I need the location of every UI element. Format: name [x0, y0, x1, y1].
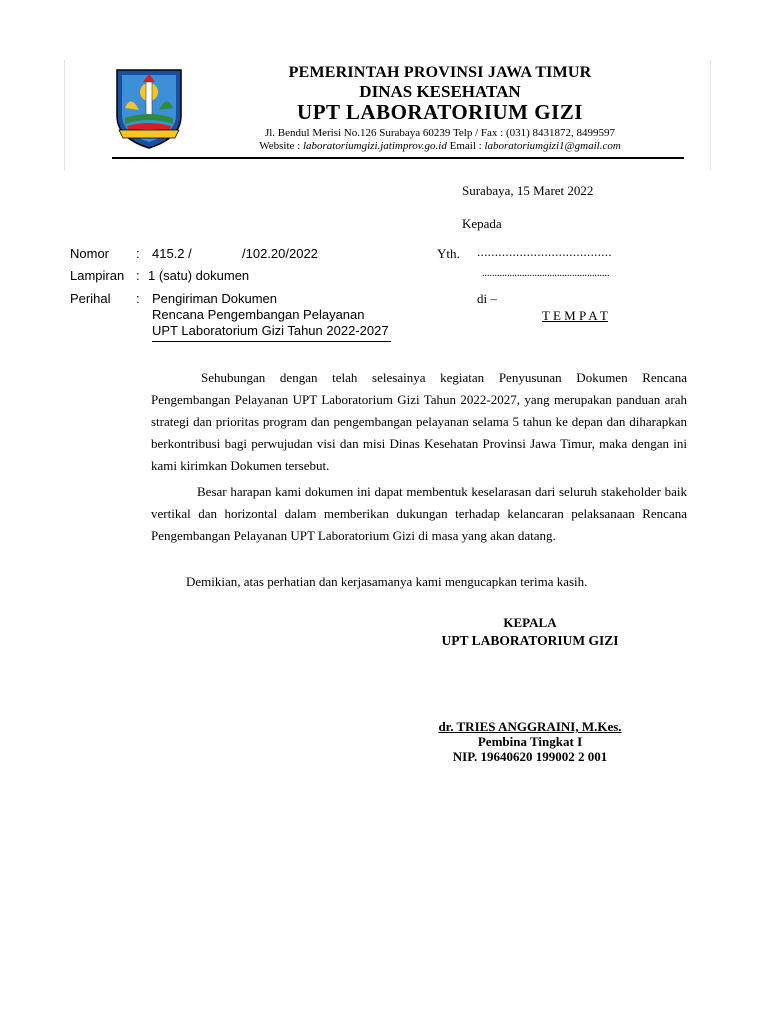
letterhead-address: Jl. Bendul Merisi No.126 Surabaya 60239 Telp / Fax : (031) 8431872, 8499597 — [264, 127, 616, 139]
perihal-label: Perihal — [70, 291, 111, 306]
yth-dots-1: ...................................... — [477, 244, 612, 259]
place-date: Surabaya, 15 Maret 2022 — [462, 183, 594, 198]
yth-label: Yth. — [437, 246, 460, 261]
body-paragraph-2: Besar harapan kami dokumen ini dapat membentuk keselarasan dari seluruh stakeholder baik vertikal dan horizontal dalam memberikan dukungan terhadap kelancaran pelaksanaan Rencana Pengembangan Pelayanan UPT Laboratorium Gizi di masa yang akan datang. — [151, 484, 687, 543]
signatory-nip: NIP. 19640620 199002 2 001 — [452, 749, 608, 764]
perihal-line-3: UPT Laboratorium Gizi Tahun 2022-2027 — [152, 323, 391, 342]
perihal-line-2: Rencana Pengembangan Pelayanan — [152, 307, 365, 322]
lampiran-colon: : — [136, 268, 140, 283]
signatory-rank: Pembina Tingkat I — [477, 734, 583, 749]
yth-dots-2: ................................................... — [482, 268, 610, 279]
body-paragraph-1: Sehubungan dengan telah selesainya kegiatan Penyusunan Dokumen Rencana Pengembangan Pelayanan UPT Laboratorium Gizi Tahun 2022-2027, yang merupakan panduan arah strategi dan prioritas program dan pengembangan pelayanan selama 5 tahun ke depan dan diharapkan berkontribusi bagi perwujudan visi dan misi Dinas Kesehatan Provinsi Jawa Timur, maka dengan ini kami kirimkan Dokumen tersebut. — [151, 370, 687, 473]
nomor-value-b: /102.20/2022 — [242, 246, 318, 261]
signatory-name: dr. TRIES ANGGRAINI, M.Kes. — [438, 719, 622, 734]
website-link[interactable]: laboratoriumgizi.jatimprov.go.id — [302, 140, 447, 152]
letterhead-agency: DINAS KESEHATAN — [359, 82, 521, 101]
email-link[interactable]: laboratoriumgizi1@gmail.com — [484, 140, 621, 152]
tempat: T E M P A T — [542, 308, 608, 323]
email-label: Email : — [446, 140, 485, 152]
page-edge — [710, 60, 711, 170]
nomor-label: Nomor — [70, 246, 110, 261]
kepada-label: Kepada — [462, 216, 502, 231]
nomor-colon: : — [136, 246, 140, 261]
perihal-colon: : — [136, 291, 140, 306]
website-label: Website : — [259, 140, 303, 152]
letterhead — [200, 64, 680, 153]
east-java-coat-of-arms-icon — [113, 64, 185, 150]
di-label: di – — [477, 291, 497, 306]
signature-title-2: UPT LABORATORIUM GIZI — [441, 633, 619, 648]
lampiran-label: Lampiran — [70, 268, 125, 283]
perihal-line-1: Pengiriman Dokumen — [152, 291, 278, 306]
letterhead-contact — [200, 140, 680, 153]
letterhead-unit: UPT LABORATORIUM GIZI — [297, 100, 583, 124]
lampiran-value: 1 (satu) dokumen — [148, 268, 250, 283]
body-paragraph-3: Demikian, atas perhatian dan kerjasamanya kami mengucapkan terima kasih. — [186, 574, 588, 589]
signature-title-1: KEPALA — [503, 615, 557, 630]
nomor-value-a: 415.2 / — [152, 246, 192, 261]
letterhead-government: PEMERINTAH PROVINSI JAWA TIMUR — [288, 64, 592, 81]
page-edge — [64, 60, 65, 170]
letterhead-divider — [112, 157, 684, 159]
